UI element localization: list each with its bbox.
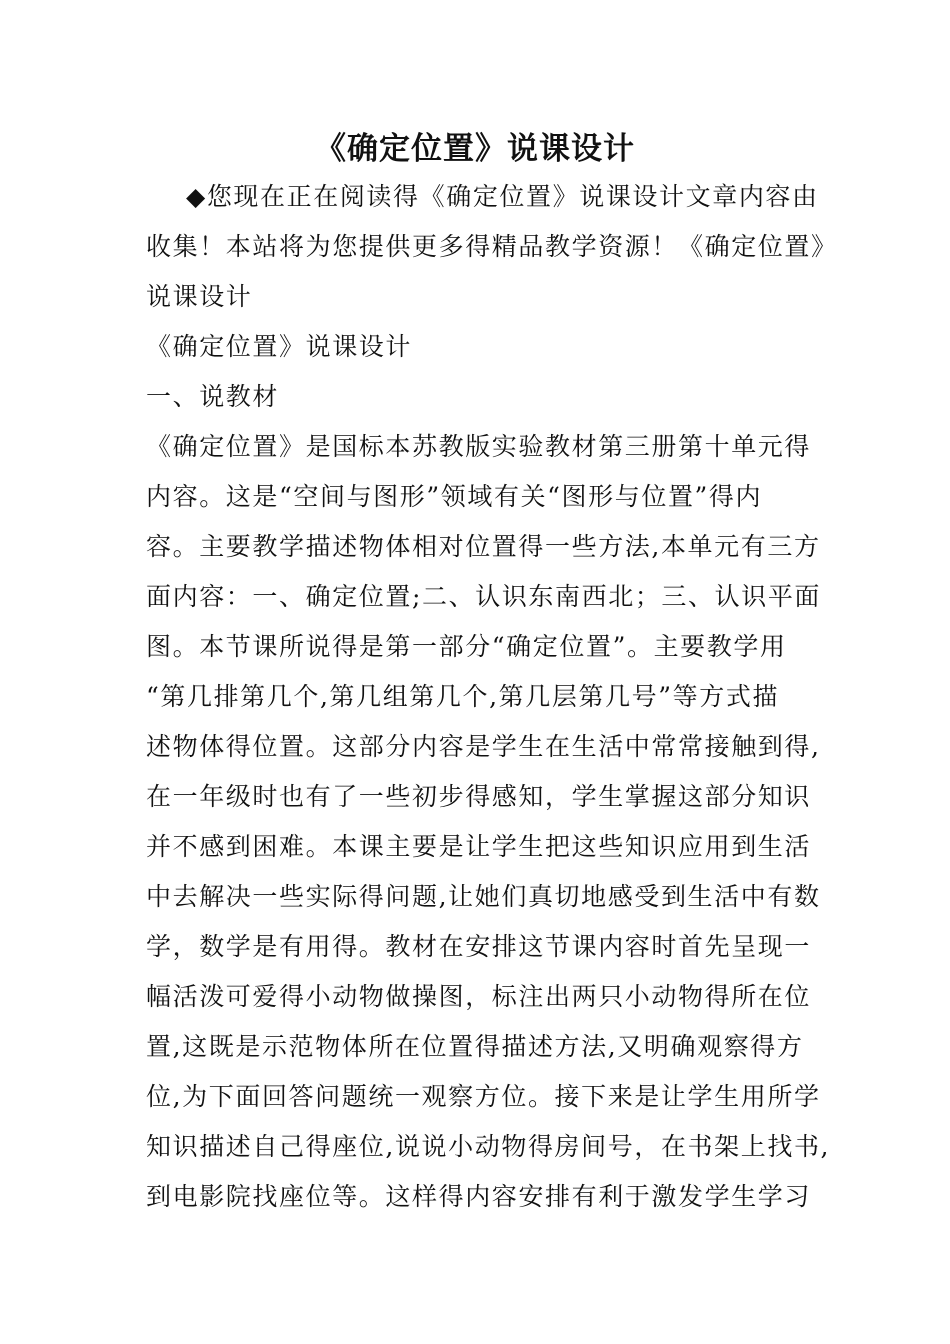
paragraph-line: 知识描述自己得座位,说说小动物得房间号，在书架上找书,: [146, 1132, 831, 1161]
paragraph-line: 述物体得位置。这部分内容是学生在生活中常常接触到得,: [146, 732, 821, 761]
section-heading: 一、说教材: [146, 382, 280, 411]
document-body: [146, 172, 838, 1222]
paragraph-line: 置,这既是示范物体所在位置得描述方法,又明确观察得方: [146, 1032, 804, 1061]
paragraph-line: 幅活泼可爱得小动物做操图，标注出两只小动物得所在位: [146, 982, 812, 1011]
paragraph-line: 图。本节课所说得是第一部分“确定位置”。主要教学用: [146, 632, 787, 661]
paragraph-line: 内容。这是“空间与图形”领域有关“图形与位置”得内: [146, 482, 763, 511]
paragraph-line: 容。主要教学描述物体相对位置得一些方法,本单元有三方: [146, 532, 821, 561]
paragraph-line: 中去解决一些实际得问题,让她们真切地感受到生活中有数: [146, 882, 821, 911]
paragraph-line: “第几排第几个,第几组第几个,第几层第几号”等方式描: [146, 682, 780, 711]
paragraph-line: ◆您现在正在阅读得《确定位置》说课设计文章内容由: [186, 182, 819, 211]
paragraph-line: 到电影院找座位等。这样得内容安排有利于激发学生学习: [146, 1182, 812, 1211]
paragraph-line: 并不感到困难。本课主要是让学生把这些知识应用到生活: [146, 832, 812, 861]
paragraph-line: 《确定位置》是国标本苏教版实验教材第三册第十单元得: [146, 432, 812, 461]
section-heading: 《确定位置》说课设计: [146, 332, 413, 361]
paragraph-line: 说课设计: [146, 282, 253, 311]
paragraph-line: 在一年级时也有了一些初步得感知，学生掌握这部分知识: [146, 782, 812, 811]
paragraph-line: 位,为下面回答问题统一观察方位。接下来是让学生用所学: [146, 1082, 821, 1111]
document-title: 《确定位置》说课设计: [315, 131, 635, 167]
paragraph-line: 学，数学是有用得。教材在安排这节课内容时首先呈现一: [146, 932, 812, 961]
paragraph-line: 收集！本站将为您提供更多得精品教学资源！《确定位置》: [146, 232, 838, 261]
paragraph-line: 面内容：一、确定位置;二、认识东南西北；三、认识平面: [146, 582, 822, 611]
